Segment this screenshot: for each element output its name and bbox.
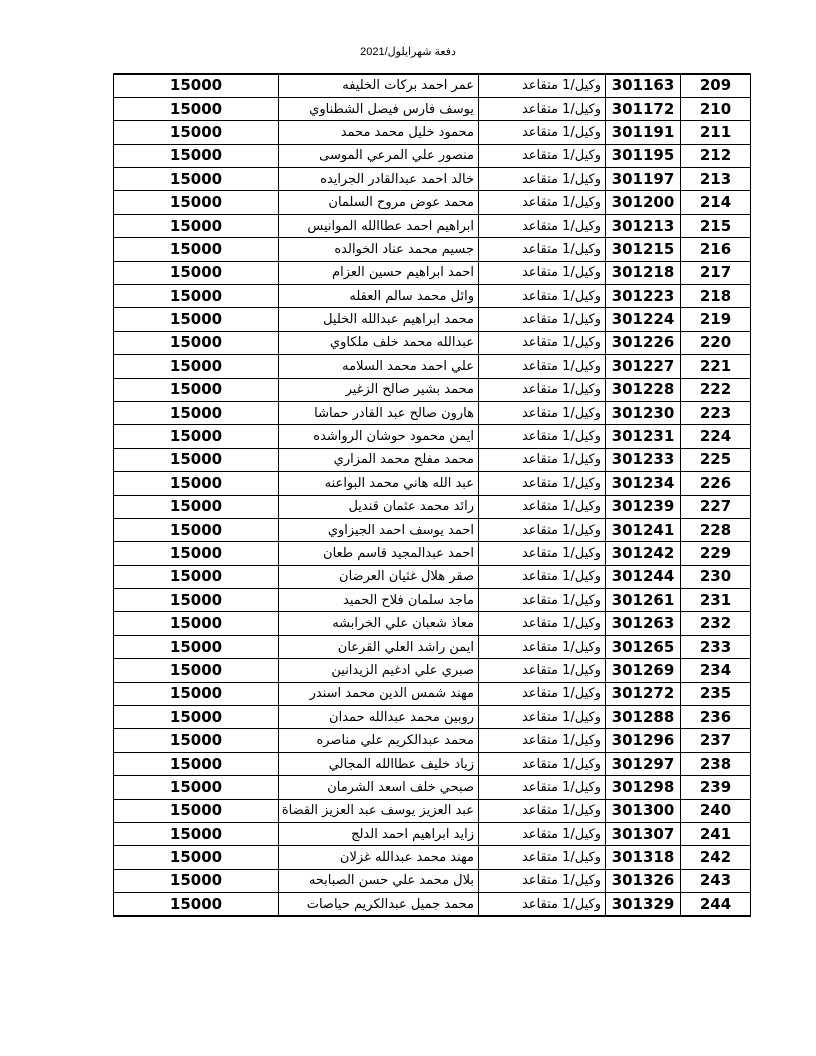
amount-cell: 15000 [114,799,279,822]
rank-cell: وكيل/1 متقاعد [479,589,606,612]
table-row [114,144,751,167]
rank-cell: وكيل/1 متقاعد [479,846,606,869]
rank-cell: وكيل/1 متقاعد [479,823,606,846]
rank-cell: وكيل/1 متقاعد [479,74,606,97]
table-row [114,823,751,846]
amount-cell: 15000 [114,121,279,144]
name-cell: ابراهيم احمد عطاالله الموانيس [279,214,479,237]
name-cell: محمد عبدالكريم علي مناصره [279,729,479,752]
amount-cell: 15000 [114,893,279,916]
row-number-cell: 241 [681,823,751,846]
rank-cell: وكيل/1 متقاعد [479,214,606,237]
rank-cell: وكيل/1 متقاعد [479,752,606,775]
id-number-cell: 301218 [606,261,681,284]
id-number-cell: 301224 [606,308,681,331]
table-row [114,495,751,518]
row-number-cell: 239 [681,776,751,799]
rank-cell: وكيل/1 متقاعد [479,285,606,308]
table-row [114,425,751,448]
rank-cell: وكيل/1 متقاعد [479,448,606,471]
name-cell: محمد جميل عبدالكريم حياصات [279,893,479,916]
amount-cell: 15000 [114,682,279,705]
row-number-cell: 222 [681,378,751,401]
table-row [114,869,751,892]
id-number-cell: 301231 [606,425,681,448]
row-number-cell: 243 [681,869,751,892]
amount-cell: 15000 [114,355,279,378]
rank-cell: وكيل/1 متقاعد [479,238,606,261]
name-cell: محمد ابراهيم عبدالله الخليل [279,308,479,331]
name-cell: بلال محمد علي حسن الصبابحه [279,869,479,892]
id-number-cell: 301318 [606,846,681,869]
rank-cell: وكيل/1 متقاعد [479,518,606,541]
table-row [114,659,751,682]
table-row [114,238,751,261]
rank-cell: وكيل/1 متقاعد [479,869,606,892]
row-number-cell: 219 [681,308,751,331]
rank-cell: وكيل/1 متقاعد [479,893,606,916]
name-cell: علي احمد محمد السلامه [279,355,479,378]
name-cell: محمود خليل محمد محمد [279,121,479,144]
amount-cell: 15000 [114,308,279,331]
id-number-cell: 301163 [606,74,681,97]
row-number-cell: 229 [681,542,751,565]
name-cell: زايد ابراهيم احمد الدلج [279,823,479,846]
amount-cell: 15000 [114,495,279,518]
row-number-cell: 215 [681,214,751,237]
table-row [114,97,751,120]
table-row [114,121,751,144]
name-cell: رائد محمد عثمان قنديل [279,495,479,518]
table-row [114,729,751,752]
amount-cell: 15000 [114,214,279,237]
amount-cell: 15000 [114,635,279,658]
rank-cell: وكيل/1 متقاعد [479,168,606,191]
id-number-cell: 301234 [606,472,681,495]
name-cell: عبدالله محمد خلف ملكاوي [279,331,479,354]
id-number-cell: 301326 [606,869,681,892]
table-row [114,682,751,705]
id-number-cell: 301197 [606,168,681,191]
amount-cell: 15000 [114,869,279,892]
name-cell: محمد مفلح محمد المزاري [279,448,479,471]
page-title: دفعة شهرايلول/2021 [360,46,456,58]
amount-cell: 15000 [114,706,279,729]
table-row [114,191,751,214]
id-number-cell: 301269 [606,659,681,682]
name-cell: عبد الله هاني محمد البواعنه [279,472,479,495]
id-number-cell: 301265 [606,635,681,658]
id-number-cell: 301297 [606,752,681,775]
rank-cell: وكيل/1 متقاعد [479,659,606,682]
amount-cell: 15000 [114,729,279,752]
name-cell: احمد عبدالمجيد قاسم طعان [279,542,479,565]
rank-cell: وكيل/1 متقاعد [479,401,606,424]
table-row [114,706,751,729]
rank-cell: وكيل/1 متقاعد [479,776,606,799]
amount-cell: 15000 [114,589,279,612]
row-number-cell: 234 [681,659,751,682]
table-row [114,776,751,799]
row-number-cell: 232 [681,612,751,635]
rank-cell: وكيل/1 متقاعد [479,191,606,214]
table-row [114,285,751,308]
id-number-cell: 301191 [606,121,681,144]
name-cell: صبحي خلف اسعد الشرمان [279,776,479,799]
rank-cell: وكيل/1 متقاعد [479,682,606,705]
name-cell: وائل محمد سالم العقله [279,285,479,308]
row-number-cell: 237 [681,729,751,752]
amount-cell: 15000 [114,472,279,495]
table-row [114,542,751,565]
name-cell: احمد يوسف احمد الجيزاوي [279,518,479,541]
id-number-cell: 301172 [606,97,681,120]
amount-cell: 15000 [114,401,279,424]
id-number-cell: 301228 [606,378,681,401]
amount-cell: 15000 [114,542,279,565]
amount-cell: 15000 [114,823,279,846]
payment-table [113,73,751,917]
amount-cell: 15000 [114,144,279,167]
row-number-cell: 226 [681,472,751,495]
rank-cell: وكيل/1 متقاعد [479,355,606,378]
rank-cell: وكيل/1 متقاعد [479,729,606,752]
rank-cell: وكيل/1 متقاعد [479,706,606,729]
row-number-cell: 210 [681,97,751,120]
table-row [114,214,751,237]
name-cell: صبري علي ادغيم الزيدانين [279,659,479,682]
id-number-cell: 301223 [606,285,681,308]
id-number-cell: 301195 [606,144,681,167]
name-cell: هارون صالح عبد القادر حماشا [279,401,479,424]
amount-cell: 15000 [114,74,279,97]
table-row [114,74,751,97]
row-number-cell: 223 [681,401,751,424]
row-number-cell: 218 [681,285,751,308]
name-cell: منصور علي المرعي الموسى [279,144,479,167]
amount-cell: 15000 [114,752,279,775]
rank-cell: وكيل/1 متقاعد [479,144,606,167]
name-cell: ايمن محمود حوشان الرواشده [279,425,479,448]
id-number-cell: 301307 [606,823,681,846]
amount-cell: 15000 [114,518,279,541]
rank-cell: وكيل/1 متقاعد [479,612,606,635]
id-number-cell: 301227 [606,355,681,378]
name-cell: عمر احمد بركات الخليفه [279,74,479,97]
id-number-cell: 301300 [606,799,681,822]
id-number-cell: 301244 [606,565,681,588]
id-number-cell: 301241 [606,518,681,541]
amount-cell: 15000 [114,846,279,869]
table-row [114,846,751,869]
name-cell: عبد العزيز يوسف عبد العزيز القضاة [279,799,479,822]
name-cell: يوسف فارس فيصل الشطناوي [279,97,479,120]
row-number-cell: 230 [681,565,751,588]
table-row [114,308,751,331]
id-number-cell: 301200 [606,191,681,214]
name-cell: زياد خليف عطاالله المجالي [279,752,479,775]
id-number-cell: 301233 [606,448,681,471]
table-row [114,472,751,495]
id-number-cell: 301226 [606,331,681,354]
name-cell: محمد بشير صالح الزغير [279,378,479,401]
row-number-cell: 224 [681,425,751,448]
amount-cell: 15000 [114,612,279,635]
row-number-cell: 211 [681,121,751,144]
id-number-cell: 301329 [606,893,681,916]
amount-cell: 15000 [114,448,279,471]
row-number-cell: 221 [681,355,751,378]
row-number-cell: 227 [681,495,751,518]
row-number-cell: 235 [681,682,751,705]
name-cell: احمد ابراهيم حسين العزام [279,261,479,284]
id-number-cell: 301298 [606,776,681,799]
id-number-cell: 301239 [606,495,681,518]
table-row [114,612,751,635]
row-number-cell: 214 [681,191,751,214]
rank-cell: وكيل/1 متقاعد [479,261,606,284]
name-cell: معاذ شعبان علي الخرابشه [279,612,479,635]
id-number-cell: 301296 [606,729,681,752]
rank-cell: وكيل/1 متقاعد [479,97,606,120]
name-cell: مهند شمس الدين محمد اسندر [279,682,479,705]
table-row [114,893,751,916]
table-body [114,74,751,916]
amount-cell: 15000 [114,425,279,448]
row-number-cell: 220 [681,331,751,354]
name-cell: صقر هلال غثيان العرضان [279,565,479,588]
table-row [114,448,751,471]
name-cell: روبين محمد عبدالله حمدان [279,706,479,729]
rank-cell: وكيل/1 متقاعد [479,378,606,401]
rank-cell: وكيل/1 متقاعد [479,331,606,354]
id-number-cell: 301263 [606,612,681,635]
id-number-cell: 301230 [606,401,681,424]
rank-cell: وكيل/1 متقاعد [479,495,606,518]
table-row [114,401,751,424]
amount-cell: 15000 [114,776,279,799]
id-number-cell: 301215 [606,238,681,261]
table-row [114,168,751,191]
table-row [114,589,751,612]
amount-cell: 15000 [114,168,279,191]
row-number-cell: 233 [681,635,751,658]
name-cell: جسيم محمد عناد الخوالده [279,238,479,261]
amount-cell: 15000 [114,97,279,120]
id-number-cell: 301242 [606,542,681,565]
name-cell: ماجد سلمان فلاح الحميد [279,589,479,612]
amount-cell: 15000 [114,659,279,682]
table-row [114,331,751,354]
table-row [114,752,751,775]
row-number-cell: 236 [681,706,751,729]
row-number-cell: 217 [681,261,751,284]
table-row [114,635,751,658]
row-number-cell: 225 [681,448,751,471]
table-row [114,378,751,401]
table-row [114,799,751,822]
amount-cell: 15000 [114,238,279,261]
row-number-cell: 213 [681,168,751,191]
row-number-cell: 244 [681,893,751,916]
rank-cell: وكيل/1 متقاعد [479,799,606,822]
rank-cell: وكيل/1 متقاعد [479,472,606,495]
table-row [114,355,751,378]
table-row [114,518,751,541]
name-cell: خالد احمد عبدالقادر الجرايده [279,168,479,191]
amount-cell: 15000 [114,331,279,354]
amount-cell: 15000 [114,378,279,401]
name-cell: مهند محمد عبدالله غزلان [279,846,479,869]
row-number-cell: 240 [681,799,751,822]
id-number-cell: 301272 [606,682,681,705]
table-row [114,565,751,588]
amount-cell: 15000 [114,565,279,588]
row-number-cell: 228 [681,518,751,541]
row-number-cell: 212 [681,144,751,167]
rank-cell: وكيل/1 متقاعد [479,308,606,331]
id-number-cell: 301261 [606,589,681,612]
amount-cell: 15000 [114,285,279,308]
row-number-cell: 216 [681,238,751,261]
rank-cell: وكيل/1 متقاعد [479,542,606,565]
id-number-cell: 301288 [606,706,681,729]
rank-cell: وكيل/1 متقاعد [479,565,606,588]
table-row [114,261,751,284]
row-number-cell: 231 [681,589,751,612]
name-cell: ايمن راشد العلي القرعان [279,635,479,658]
row-number-cell: 242 [681,846,751,869]
name-cell: محمد عوض مروح السلمان [279,191,479,214]
row-number-cell: 209 [681,74,751,97]
rank-cell: وكيل/1 متقاعد [479,121,606,144]
rank-cell: وكيل/1 متقاعد [479,635,606,658]
id-number-cell: 301213 [606,214,681,237]
rank-cell: وكيل/1 متقاعد [479,425,606,448]
amount-cell: 15000 [114,191,279,214]
row-number-cell: 238 [681,752,751,775]
amount-cell: 15000 [114,261,279,284]
